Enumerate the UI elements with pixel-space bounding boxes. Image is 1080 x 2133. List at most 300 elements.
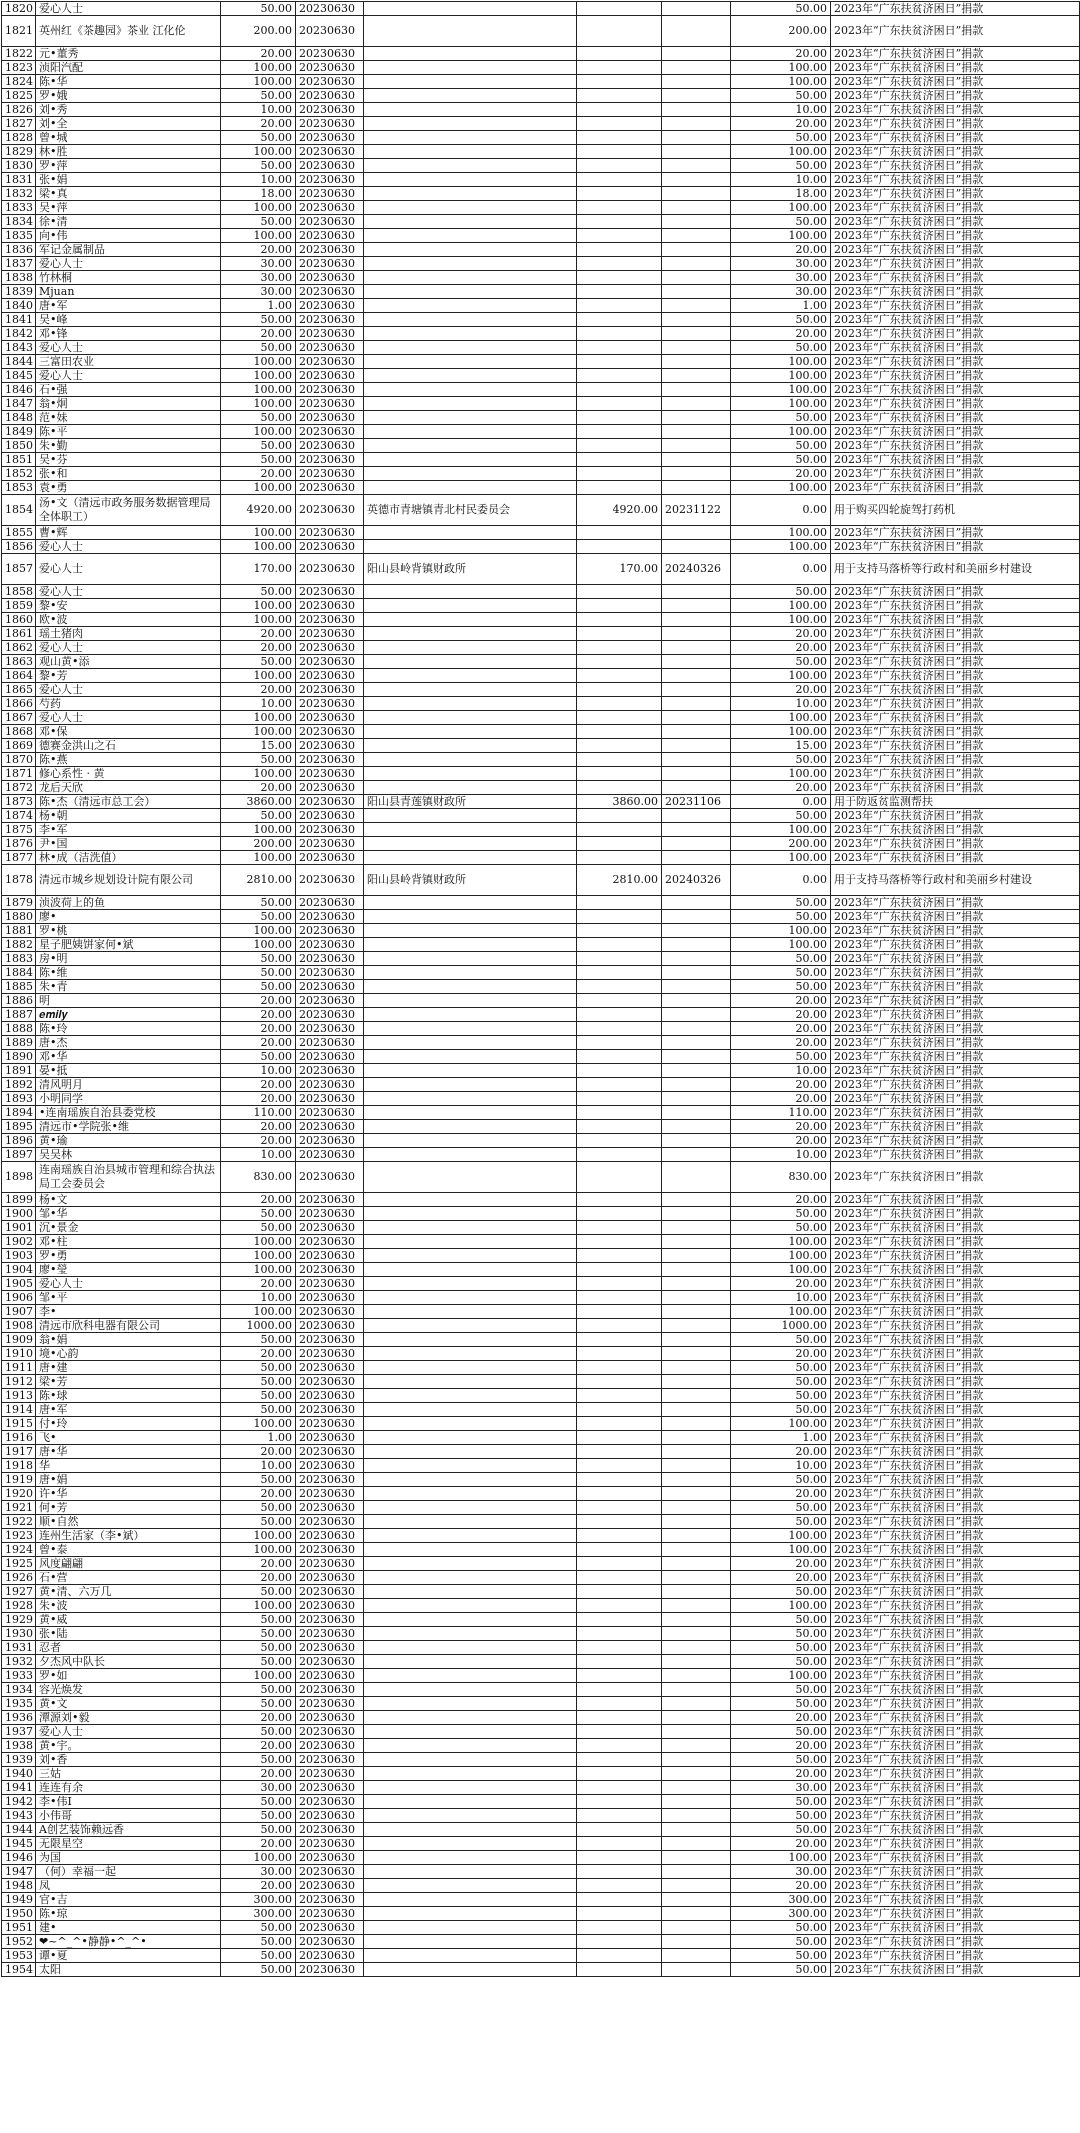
donation-amount: 100.00 — [221, 613, 296, 627]
table-row — [2, 1106, 1080, 1120]
balance-amount: 50.00 — [731, 1795, 831, 1809]
recipient-unit — [364, 355, 577, 369]
allocation-date — [662, 1739, 731, 1753]
table-row — [2, 980, 1080, 994]
allocation-date — [662, 837, 731, 851]
donation-amount: 20.00 — [221, 1711, 296, 1725]
balance-amount: 1.00 — [731, 299, 831, 313]
donation-amount: 50.00 — [221, 1627, 296, 1641]
allocation-date — [662, 1319, 731, 1333]
donation-date: 20230630 — [296, 641, 364, 655]
balance-amount: 50.00 — [731, 966, 831, 980]
donation-date: 20230630 — [296, 1711, 364, 1725]
row-number: 1918 — [2, 1459, 36, 1473]
donor-name: 观山黄•添 — [36, 655, 221, 669]
allocated-amount — [577, 669, 662, 683]
balance-amount: 50.00 — [731, 1501, 831, 1515]
table-row — [2, 753, 1080, 767]
row-number: 1940 — [2, 1767, 36, 1781]
balance-amount: 20.00 — [731, 1487, 831, 1501]
table-row — [2, 1291, 1080, 1305]
donation-date: 20230630 — [296, 1319, 364, 1333]
donation-amount: 50.00 — [221, 1655, 296, 1669]
purpose-note: 2023年“广东扶贫济困日”捐款 — [831, 1249, 1080, 1263]
donor-name: 石•强 — [36, 383, 221, 397]
donation-amount: 100.00 — [221, 1851, 296, 1865]
allocation-date — [662, 257, 731, 271]
allocation-date — [662, 481, 731, 495]
row-number: 1911 — [2, 1361, 36, 1375]
allocated-amount — [577, 1725, 662, 1739]
purpose-note: 用于支持马落桥等行政村和美丽乡村建设 — [831, 554, 1080, 585]
table-row — [2, 1305, 1080, 1319]
row-number: 1909 — [2, 1333, 36, 1347]
table-row — [2, 117, 1080, 131]
recipient-unit — [364, 201, 577, 215]
recipient-unit — [364, 938, 577, 952]
donation-date: 20230630 — [296, 1375, 364, 1389]
allocation-date — [662, 1193, 731, 1207]
balance-amount: 100.00 — [731, 1543, 831, 1557]
table-row — [2, 243, 1080, 257]
table-row — [2, 683, 1080, 697]
donation-date: 20230630 — [296, 1305, 364, 1319]
row-number: 1927 — [2, 1585, 36, 1599]
allocation-date — [662, 1375, 731, 1389]
allocated-amount — [577, 1781, 662, 1795]
allocated-amount — [577, 924, 662, 938]
purpose-note: 2023年“广东扶贫济困日”捐款 — [831, 257, 1080, 271]
balance-amount: 50.00 — [731, 896, 831, 910]
donation-date: 20230630 — [296, 1571, 364, 1585]
donation-amount: 20.00 — [221, 1008, 296, 1022]
recipient-unit — [364, 924, 577, 938]
recipient-unit — [364, 1921, 577, 1935]
donation-date: 20230630 — [296, 795, 364, 809]
donation-date: 20230630 — [296, 1473, 364, 1487]
donation-amount: 30.00 — [221, 257, 296, 271]
donation-amount: 100.00 — [221, 1305, 296, 1319]
donor-name: 陈•球 — [36, 1389, 221, 1403]
recipient-unit — [364, 1333, 577, 1347]
allocation-date — [662, 1599, 731, 1613]
table-row — [2, 1823, 1080, 1837]
allocation-date — [662, 16, 731, 47]
allocation-date — [662, 1879, 731, 1893]
recipient-unit — [364, 1851, 577, 1865]
row-number: 1914 — [2, 1403, 36, 1417]
recipient-unit — [364, 103, 577, 117]
purpose-note: 2023年“广东扶贫济困日”捐款 — [831, 1893, 1080, 1907]
recipient-unit — [364, 1078, 577, 1092]
allocated-amount — [577, 481, 662, 495]
allocated-amount — [577, 397, 662, 411]
allocated-amount — [577, 1106, 662, 1120]
row-number: 1852 — [2, 467, 36, 481]
donation-amount: 50.00 — [221, 910, 296, 924]
balance-amount: 50.00 — [731, 1697, 831, 1711]
table-row — [2, 837, 1080, 851]
recipient-unit — [364, 1501, 577, 1515]
balance-amount: 100.00 — [731, 61, 831, 75]
donor-name: 谭•夏 — [36, 1949, 221, 1963]
table-row — [2, 938, 1080, 952]
allocated-amount: 3860.00 — [577, 795, 662, 809]
allocation-date — [662, 613, 731, 627]
donation-amount: 50.00 — [221, 1221, 296, 1235]
donation-amount: 50.00 — [221, 1585, 296, 1599]
row-number: 1950 — [2, 1907, 36, 1921]
balance-amount: 50.00 — [731, 1389, 831, 1403]
donor-name: 罗•娥 — [36, 89, 221, 103]
purpose-note: 2023年“广东扶贫济困日”捐款 — [831, 1585, 1080, 1599]
donation-amount: 20.00 — [221, 1120, 296, 1134]
allocation-date — [662, 1571, 731, 1585]
balance-amount: 10.00 — [731, 1148, 831, 1162]
balance-amount: 50.00 — [731, 1641, 831, 1655]
allocation-date — [662, 994, 731, 1008]
purpose-note: 2023年“广东扶贫济困日”捐款 — [831, 285, 1080, 299]
donor-name: 无限星空 — [36, 1837, 221, 1851]
table-row — [2, 1585, 1080, 1599]
recipient-unit — [364, 1725, 577, 1739]
donor-name: 境•心韵 — [36, 1347, 221, 1361]
allocated-amount — [577, 285, 662, 299]
allocation-date — [662, 1823, 731, 1837]
balance-amount: 50.00 — [731, 1823, 831, 1837]
donation-amount: 30.00 — [221, 1781, 296, 1795]
allocated-amount — [577, 1585, 662, 1599]
recipient-unit — [364, 16, 577, 47]
table-row — [2, 1963, 1080, 1977]
allocation-date — [662, 540, 731, 554]
table-row — [2, 1753, 1080, 1767]
donor-name: 爱心人士 — [36, 1277, 221, 1291]
donor-name: 罗•如 — [36, 1669, 221, 1683]
balance-amount: 10.00 — [731, 103, 831, 117]
donation-date: 20230630 — [296, 1543, 364, 1557]
table-row — [2, 739, 1080, 753]
purpose-note: 2023年“广东扶贫济困日”捐款 — [831, 1711, 1080, 1725]
balance-amount: 20.00 — [731, 1008, 831, 1022]
allocated-amount — [577, 1431, 662, 1445]
donation-date: 20230630 — [296, 299, 364, 313]
recipient-unit — [364, 613, 577, 627]
purpose-note: 2023年“广东扶贫济困日”捐款 — [831, 1949, 1080, 1963]
recipient-unit — [364, 781, 577, 795]
donor-name: 官•吉 — [36, 1893, 221, 1907]
recipient-unit — [364, 1823, 577, 1837]
allocated-amount — [577, 16, 662, 47]
allocated-amount — [577, 313, 662, 327]
recipient-unit — [364, 285, 577, 299]
table-row — [2, 61, 1080, 75]
balance-amount: 50.00 — [731, 2, 831, 16]
donation-amount: 100.00 — [221, 669, 296, 683]
donor-name: 爱心人士 — [36, 1725, 221, 1739]
donation-date: 20230630 — [296, 683, 364, 697]
donation-date: 20230630 — [296, 1851, 364, 1865]
allocation-date — [662, 1921, 731, 1935]
allocated-amount — [577, 1277, 662, 1291]
donation-date: 20230630 — [296, 1389, 364, 1403]
row-number: 1851 — [2, 453, 36, 467]
donation-amount: 100.00 — [221, 526, 296, 540]
balance-amount: 100.00 — [731, 1305, 831, 1319]
recipient-unit — [364, 467, 577, 481]
table-row — [2, 1935, 1080, 1949]
donor-name: 许•华 — [36, 1487, 221, 1501]
row-number: 1880 — [2, 910, 36, 924]
donation-date: 20230630 — [296, 229, 364, 243]
donor-name: 陈•维 — [36, 966, 221, 980]
recipient-unit — [364, 1767, 577, 1781]
row-number: 1837 — [2, 257, 36, 271]
allocation-date — [662, 809, 731, 823]
donor-name: 袁•勇 — [36, 481, 221, 495]
donation-date: 20230630 — [296, 439, 364, 453]
table-row — [2, 725, 1080, 739]
table-row — [2, 1193, 1080, 1207]
allocation-date — [662, 103, 731, 117]
allocated-amount — [577, 540, 662, 554]
balance-amount: 50.00 — [731, 753, 831, 767]
purpose-note: 2023年“广东扶贫济困日”捐款 — [831, 47, 1080, 61]
table-row — [2, 1837, 1080, 1851]
allocation-date — [662, 75, 731, 89]
allocation-date — [662, 1949, 731, 1963]
donor-name: 邹•平 — [36, 1291, 221, 1305]
donor-name: 凤 — [36, 1879, 221, 1893]
purpose-note: 2023年“广东扶贫济困日”捐款 — [831, 896, 1080, 910]
donor-name: A创艺装饰赖远香 — [36, 1823, 221, 1837]
purpose-note: 2023年“广东扶贫济困日”捐款 — [831, 481, 1080, 495]
balance-amount: 50.00 — [731, 1963, 831, 1977]
donor-name: 罗•桃 — [36, 924, 221, 938]
purpose-note: 2023年“广东扶贫济困日”捐款 — [831, 1064, 1080, 1078]
balance-amount: 100.00 — [731, 823, 831, 837]
recipient-unit — [364, 243, 577, 257]
donation-amount: 20.00 — [221, 327, 296, 341]
table-row — [2, 1249, 1080, 1263]
purpose-note: 2023年“广东扶贫济困日”捐款 — [831, 1865, 1080, 1879]
table-row — [2, 1375, 1080, 1389]
table-row — [2, 1711, 1080, 1725]
allocation-date — [662, 585, 731, 599]
donation-amount: 20.00 — [221, 243, 296, 257]
donor-name: 爱心人士 — [36, 641, 221, 655]
recipient-unit — [364, 753, 577, 767]
allocation-date — [662, 1347, 731, 1361]
row-number: 1899 — [2, 1193, 36, 1207]
table-row — [2, 257, 1080, 271]
balance-amount: 100.00 — [731, 1235, 831, 1249]
recipient-unit — [364, 683, 577, 697]
donation-date: 20230630 — [296, 1050, 364, 1064]
row-number: 1869 — [2, 739, 36, 753]
table-row — [2, 1221, 1080, 1235]
row-number: 1913 — [2, 1389, 36, 1403]
donation-date: 20230630 — [296, 89, 364, 103]
donation-date: 20230630 — [296, 187, 364, 201]
table-row — [2, 599, 1080, 613]
recipient-unit — [364, 187, 577, 201]
balance-amount: 100.00 — [731, 229, 831, 243]
allocated-amount — [577, 837, 662, 851]
recipient-unit — [364, 1487, 577, 1501]
allocation-date — [662, 1711, 731, 1725]
purpose-note: 2023年“广东扶贫济困日”捐款 — [831, 1092, 1080, 1106]
row-number: 1821 — [2, 16, 36, 47]
allocated-amount — [577, 1064, 662, 1078]
table-row — [2, 383, 1080, 397]
recipient-unit — [364, 75, 577, 89]
allocation-date — [662, 1809, 731, 1823]
table-row — [2, 89, 1080, 103]
donation-amount: 100.00 — [221, 1263, 296, 1277]
balance-amount: 50.00 — [731, 1949, 831, 1963]
allocation-date — [662, 1781, 731, 1795]
allocated-amount — [577, 966, 662, 980]
table-row — [2, 411, 1080, 425]
table-row — [2, 1865, 1080, 1879]
recipient-unit — [364, 1515, 577, 1529]
purpose-note: 2023年“广东扶贫济困日”捐款 — [831, 627, 1080, 641]
donation-amount: 10.00 — [221, 173, 296, 187]
donation-date: 20230630 — [296, 313, 364, 327]
table-row — [2, 1851, 1080, 1865]
allocated-amount — [577, 851, 662, 865]
donor-name: 黄•文 — [36, 1697, 221, 1711]
allocated-amount — [577, 627, 662, 641]
allocation-date — [662, 1837, 731, 1851]
donor-name: 英州红《茶趣园》茶业 江化伦 — [36, 16, 221, 47]
balance-amount: 20.00 — [731, 1277, 831, 1291]
row-number: 1882 — [2, 938, 36, 952]
donor-name: 李•伟I — [36, 1795, 221, 1809]
balance-amount: 50.00 — [731, 1683, 831, 1697]
allocated-amount — [577, 1711, 662, 1725]
donation-date: 20230630 — [296, 1907, 364, 1921]
recipient-unit — [364, 1711, 577, 1725]
allocated-amount — [577, 1921, 662, 1935]
balance-amount: 100.00 — [731, 540, 831, 554]
row-number: 1951 — [2, 1921, 36, 1935]
donor-name: 梁•芳 — [36, 1375, 221, 1389]
donation-date: 20230630 — [296, 327, 364, 341]
allocation-date — [662, 669, 731, 683]
row-number: 1898 — [2, 1162, 36, 1193]
allocation-date — [662, 1050, 731, 1064]
balance-amount: 30.00 — [731, 271, 831, 285]
recipient-unit — [364, 1134, 577, 1148]
balance-amount: 100.00 — [731, 481, 831, 495]
donation-date: 20230630 — [296, 669, 364, 683]
donor-name: 忍者 — [36, 1641, 221, 1655]
donor-name: 罗•萍 — [36, 159, 221, 173]
balance-amount: 50.00 — [731, 1473, 831, 1487]
table-row — [2, 1515, 1080, 1529]
donor-name: 何•芳 — [36, 1501, 221, 1515]
donation-date: 20230630 — [296, 585, 364, 599]
donation-date: 20230630 — [296, 1347, 364, 1361]
table-row — [2, 1445, 1080, 1459]
table-row — [2, 1134, 1080, 1148]
allocated-amount — [577, 1361, 662, 1375]
purpose-note: 2023年“广东扶贫济困日”捐款 — [831, 1291, 1080, 1305]
allocated-amount — [577, 697, 662, 711]
donation-amount: 50.00 — [221, 585, 296, 599]
donation-amount: 50.00 — [221, 159, 296, 173]
purpose-note: 2023年“广东扶贫济困日”捐款 — [831, 924, 1080, 938]
row-number: 1864 — [2, 669, 36, 683]
recipient-unit — [364, 655, 577, 669]
balance-amount: 100.00 — [731, 711, 831, 725]
balance-amount: 50.00 — [731, 89, 831, 103]
balance-amount: 100.00 — [731, 599, 831, 613]
donation-amount: 15.00 — [221, 739, 296, 753]
row-number: 1879 — [2, 896, 36, 910]
allocated-amount — [577, 1669, 662, 1683]
donation-amount: 20.00 — [221, 1134, 296, 1148]
donor-name: 军记金属制品 — [36, 243, 221, 257]
donation-amount: 50.00 — [221, 1050, 296, 1064]
allocation-date — [662, 1795, 731, 1809]
purpose-note: 2023年“广东扶贫济困日”捐款 — [831, 809, 1080, 823]
donation-date: 20230630 — [296, 753, 364, 767]
donation-date: 20230630 — [296, 823, 364, 837]
donation-amount: 50.00 — [221, 809, 296, 823]
donation-amount: 100.00 — [221, 1235, 296, 1249]
allocated-amount — [577, 47, 662, 61]
allocated-amount — [577, 1501, 662, 1515]
donation-amount: 50.00 — [221, 89, 296, 103]
allocation-date — [662, 1753, 731, 1767]
donation-amount: 50.00 — [221, 341, 296, 355]
purpose-note: 2023年“广东扶贫济困日”捐款 — [831, 1162, 1080, 1193]
row-number: 1840 — [2, 299, 36, 313]
donation-amount: 10.00 — [221, 1459, 296, 1473]
allocated-amount — [577, 1333, 662, 1347]
row-number: 1935 — [2, 1697, 36, 1711]
donation-amount: 830.00 — [221, 1162, 296, 1193]
balance-amount: 20.00 — [731, 1078, 831, 1092]
row-number: 1923 — [2, 1529, 36, 1543]
balance-amount: 100.00 — [731, 1851, 831, 1865]
table-row — [2, 851, 1080, 865]
row-number: 1881 — [2, 924, 36, 938]
table-row — [2, 16, 1080, 47]
purpose-note: 2023年“广东扶贫济困日”捐款 — [831, 1487, 1080, 1501]
donation-date: 20230630 — [296, 697, 364, 711]
recipient-unit — [364, 1935, 577, 1949]
donor-name: 李• — [36, 1305, 221, 1319]
table-row — [2, 299, 1080, 313]
allocated-amount — [577, 1865, 662, 1879]
allocation-date — [662, 1907, 731, 1921]
recipient-unit — [364, 585, 577, 599]
row-number: 1942 — [2, 1795, 36, 1809]
donation-date: 20230630 — [296, 1092, 364, 1106]
recipient-unit — [364, 1389, 577, 1403]
donation-date: 20230630 — [296, 1893, 364, 1907]
purpose-note: 2023年“广东扶贫济困日”捐款 — [831, 1008, 1080, 1022]
donation-amount: 2810.00 — [221, 865, 296, 896]
purpose-note: 2023年“广东扶贫济困日”捐款 — [831, 1263, 1080, 1277]
donor-name: 邹•华 — [36, 1207, 221, 1221]
row-number: 1847 — [2, 397, 36, 411]
donation-date: 20230630 — [296, 1697, 364, 1711]
